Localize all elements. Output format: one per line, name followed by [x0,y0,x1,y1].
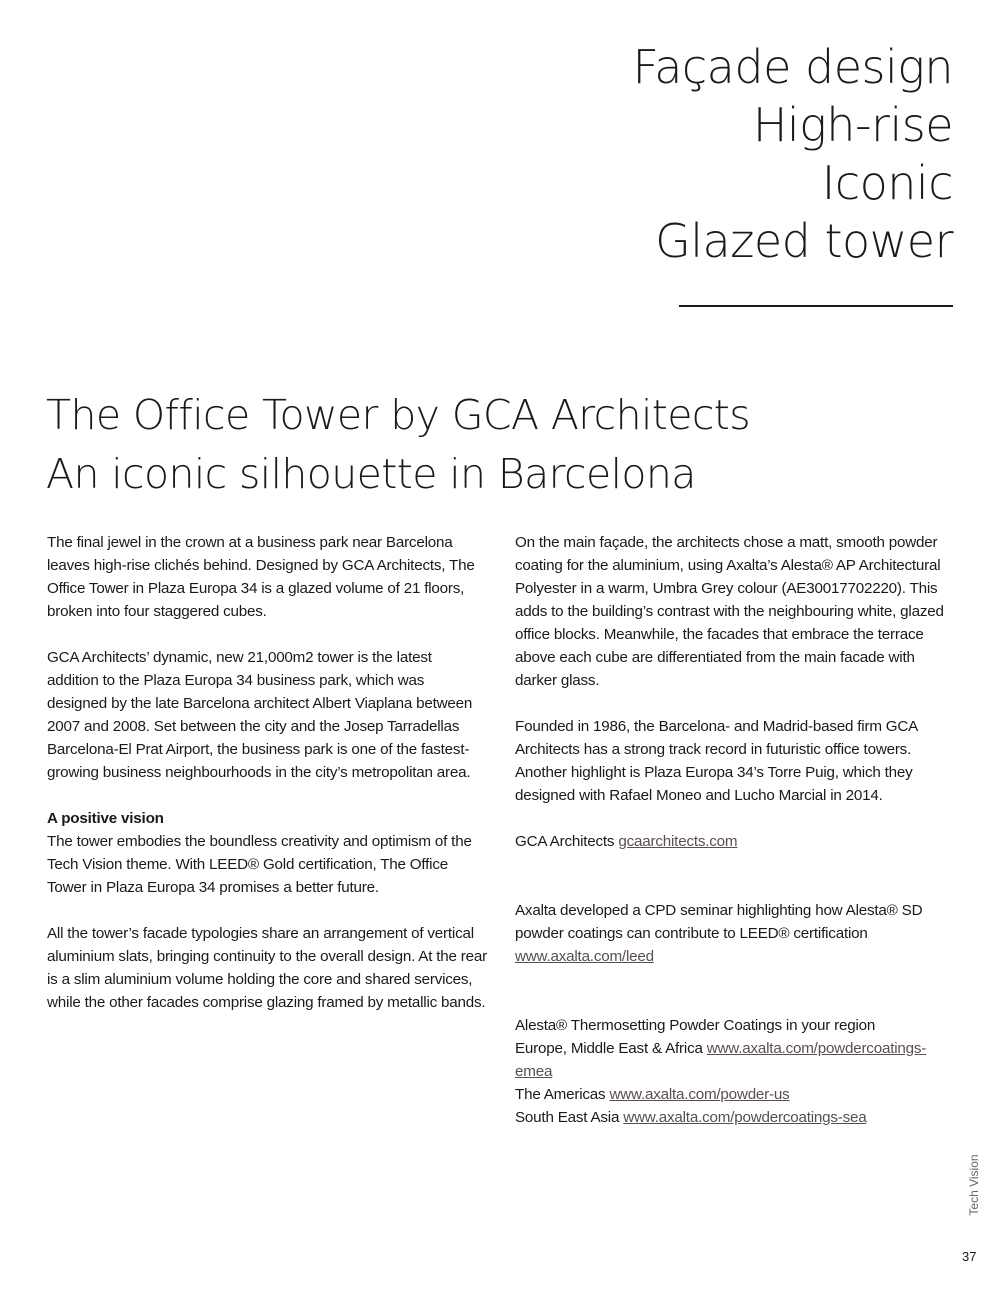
right-column [515,531,960,1129]
section-sidebar [966,1150,982,1222]
tag-facade-design: Façade design [632,40,953,94]
region-sea [515,1106,960,1129]
paragraph-main-facade: On the main façade, the architects chose a matt, smooth powder coating for the aluminium, using Axalta’s Alesta® AP Architectural Polyester in a warm, Umbra Grey colour (AE30017702220). This adds to the building’s contrast with the neighbouring white, glazed office blocks. Meanwhile, the facades that embrace the terrace above each cube are differentiated from the main facade with darker glass. [515,534,944,689]
tag-high-rise: High-rise [752,98,953,152]
cpd-reference [515,899,960,968]
article-headline [46,386,750,504]
section-label: Tech Vision [967,1154,981,1216]
paragraph-intro: The final jewel in the crown at a business park near Barcelona leaves high-rise clichés behind. Designed by GCA Architects, The Office Tower in Plaza Europa 34 is a glazed volume of 21 floors, broken into four staggered cubes. [47,534,475,620]
divider-rule [679,305,953,307]
region-emea [515,1037,960,1083]
region-americas [515,1083,960,1106]
regions-block [515,1014,960,1129]
paragraph-tower: GCA Architects’ dynamic, new 21,000m2 tower is the latest addition to the Plaza Europa 34 business park, which was designed by the late Barcelona architect Albert Viaplana between 2007 and 2008. Set between the city and the Josep Tarradellas Barcelona-El Prat Airport, the business park is one of the fastest-growing business neighbourhoods in the city’s metropolitan area. [47,649,473,781]
gca-label: GCA Architects [515,833,615,850]
region-label: South East Asia [515,1109,620,1126]
region-label: Europe, Middle East & Africa [515,1040,703,1057]
cpd-text: Axalta developed a CPD seminar highlighting how Alesta® SD powder coatings can contribute to LEED® certification [515,902,923,942]
page-number: 37 [962,1249,977,1264]
left-column [47,531,487,1037]
paragraph-founded: Founded in 1986, the Barcelona- and Madrid-based firm GCA Architects has a strong track record in futuristic office towers. Another highlight is Plaza Europa 34’s Torre Puig, which they designed with Rafael Moneo and Lucho Marcial in 2014. [515,718,918,804]
region-label: The Americas [515,1086,606,1103]
tag-iconic: Iconic [821,156,953,210]
headline-line-1: The Office Tower by GCA Architects [46,391,751,439]
headline-line-2: An iconic silhouette in Barcelona [46,450,696,498]
region-link-americas[interactable]: www.axalta.com/powder-us [609,1086,790,1103]
gca-link[interactable]: gcaarchitects.com [618,833,738,850]
paragraph-vision: The tower embodies the boundless creativity and optimism of the Tech Vision theme. With LEED® Gold certification, The Office Tower in Plaza Europa 34 promises a better future. [47,833,472,896]
region-link-emea[interactable]: www.axalta.com/powdercoatings-emea [515,1040,927,1080]
tag-glazed-tower: Glazed tower [655,214,953,268]
gca-reference [515,830,960,853]
cpd-link[interactable]: www.axalta.com/leed [515,948,654,965]
topic-tags [632,38,953,270]
region-link-sea[interactable]: www.axalta.com/powdercoatings-sea [623,1109,867,1126]
paragraph-facade: All the tower’s facade typologies share an arrangement of vertical aluminium slats, bringing continuity to the overall design. At the rear is a slim aluminium volume holding the core and shared services, while the other facades comprise glazing framed by metallic bands. [47,925,487,1011]
subheading-positive-vision: A positive vision [47,810,164,827]
regions-title: Alesta® Thermosetting Powder Coatings in your region [515,1017,876,1034]
